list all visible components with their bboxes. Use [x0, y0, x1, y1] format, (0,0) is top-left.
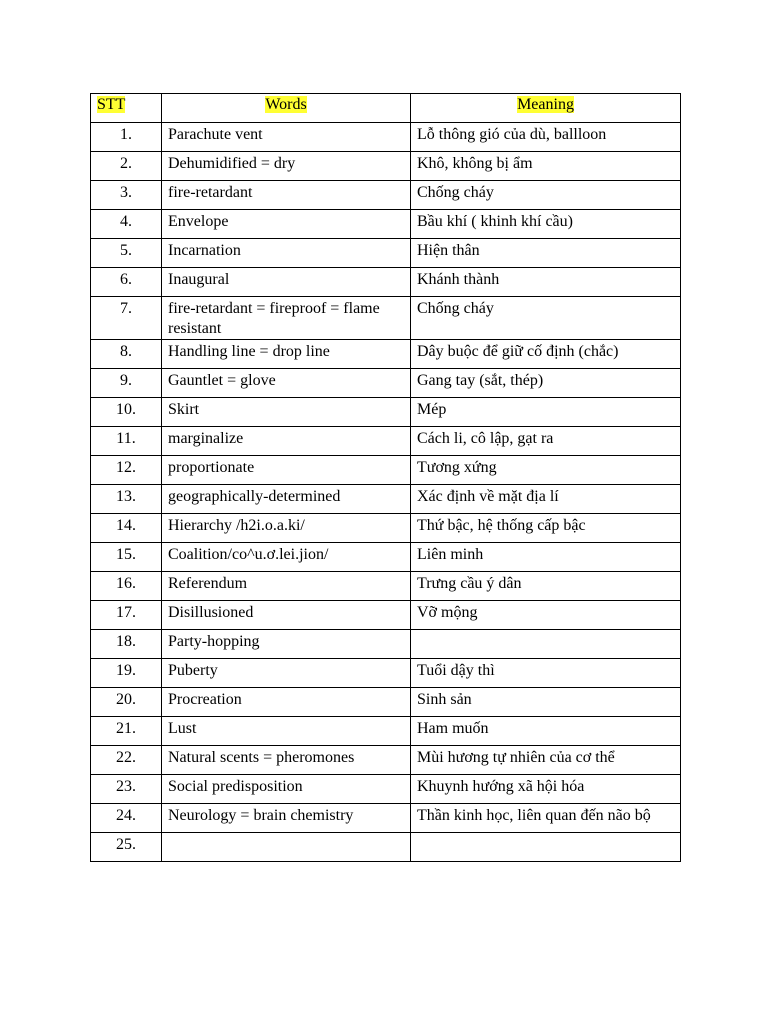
row-word: Referendum — [162, 572, 411, 601]
row-meaning: Lỗ thông gió của dù, ballloon — [411, 123, 681, 152]
row-number: 9. — [91, 369, 162, 398]
row-meaning — [411, 833, 681, 862]
row-meaning: Chống cháy — [411, 181, 681, 210]
row-meaning: Liên minh — [411, 543, 681, 572]
row-word: Inaugural — [162, 268, 411, 297]
table-row — [91, 268, 681, 297]
row-meaning: Hiện thân — [411, 239, 681, 268]
row-meaning: Thứ bậc, hệ thống cấp bậc — [411, 514, 681, 543]
header-words: Words — [265, 96, 307, 113]
row-number: 7. — [91, 297, 162, 340]
table-row — [91, 688, 681, 717]
row-number: 5. — [91, 239, 162, 268]
table-row — [91, 427, 681, 456]
row-meaning: Mép — [411, 398, 681, 427]
row-word: Gauntlet = glove — [162, 369, 411, 398]
row-word: Party-hopping — [162, 630, 411, 659]
row-word: Incarnation — [162, 239, 411, 268]
row-number: 14. — [91, 514, 162, 543]
table-row — [91, 456, 681, 485]
table-row — [91, 659, 681, 688]
header-row — [91, 94, 681, 123]
header-words-cell — [162, 94, 411, 123]
row-meaning: Gang tay (sắt, thép) — [411, 369, 681, 398]
row-number: 25. — [91, 833, 162, 862]
row-word: Lust — [162, 717, 411, 746]
row-meaning: Dây buộc để giữ cố định (chắc) — [411, 340, 681, 369]
row-number: 13. — [91, 485, 162, 514]
row-meaning: Trưng cầu ý dân — [411, 572, 681, 601]
row-word: marginalize — [162, 427, 411, 456]
table-row — [91, 804, 681, 833]
row-meaning: Vỡ mộng — [411, 601, 681, 630]
row-number: 4. — [91, 210, 162, 239]
row-word: Handling line = drop line — [162, 340, 411, 369]
row-meaning: Tương xứng — [411, 456, 681, 485]
row-word: Skirt — [162, 398, 411, 427]
row-meaning — [411, 630, 681, 659]
row-meaning: Chống cháy — [411, 297, 681, 340]
row-number: 11. — [91, 427, 162, 456]
row-meaning: Khuynh hướng xã hội hóa — [411, 775, 681, 804]
row-word: Puberty — [162, 659, 411, 688]
row-number: 16. — [91, 572, 162, 601]
row-number: 12. — [91, 456, 162, 485]
row-word: Social predisposition — [162, 775, 411, 804]
table-row — [91, 630, 681, 659]
row-meaning: Cách li, cô lập, gạt ra — [411, 427, 681, 456]
row-number: 3. — [91, 181, 162, 210]
row-number: 22. — [91, 746, 162, 775]
header-stt-cell — [91, 94, 162, 123]
row-meaning: Thần kinh học, liên quan đến não bộ — [411, 804, 681, 833]
row-word: Natural scents = pheromones — [162, 746, 411, 775]
row-meaning: Ham muốn — [411, 717, 681, 746]
table-row — [91, 239, 681, 268]
row-number: 24. — [91, 804, 162, 833]
row-meaning: Mùi hương tự nhiên của cơ thể — [411, 746, 681, 775]
row-word: Dehumidified = dry — [162, 152, 411, 181]
row-word: Procreation — [162, 688, 411, 717]
row-meaning: Khô, không bị ẩm — [411, 152, 681, 181]
table-row — [91, 181, 681, 210]
table-row — [91, 123, 681, 152]
table-row — [91, 485, 681, 514]
header-stt: STT — [97, 96, 126, 113]
row-word: Hierarchy /h2i.o.a.ki/ — [162, 514, 411, 543]
row-number: 15. — [91, 543, 162, 572]
table-row — [91, 601, 681, 630]
row-word: fire-retardant = fireproof = flame resistant — [162, 297, 411, 340]
table-row — [91, 775, 681, 804]
row-number: 1. — [91, 123, 162, 152]
table-row — [91, 746, 681, 775]
table-row — [91, 152, 681, 181]
table-row — [91, 210, 681, 239]
header-meaning-cell — [411, 94, 681, 123]
row-word: proportionate — [162, 456, 411, 485]
row-word: Disillusioned — [162, 601, 411, 630]
row-number: 17. — [91, 601, 162, 630]
table-row — [91, 717, 681, 746]
header-meaning: Meaning — [517, 96, 574, 113]
row-word: Envelope — [162, 210, 411, 239]
row-word: Neurology = brain chemistry — [162, 804, 411, 833]
row-number: 18. — [91, 630, 162, 659]
row-word: geographically-determined — [162, 485, 411, 514]
row-number: 8. — [91, 340, 162, 369]
row-meaning: Bầu khí ( khinh khí cầu) — [411, 210, 681, 239]
row-number: 23. — [91, 775, 162, 804]
row-meaning: Khánh thành — [411, 268, 681, 297]
row-number: 20. — [91, 688, 162, 717]
row-word: Parachute vent — [162, 123, 411, 152]
row-word: Coalition/co^u.ơ.lei.jion/ — [162, 543, 411, 572]
table-row — [91, 398, 681, 427]
row-meaning: Xác định về mặt địa lí — [411, 485, 681, 514]
row-meaning: Sinh sản — [411, 688, 681, 717]
table-row — [91, 297, 681, 340]
table-row — [91, 514, 681, 543]
table-row — [91, 543, 681, 572]
row-number: 21. — [91, 717, 162, 746]
row-number: 2. — [91, 152, 162, 181]
row-number: 19. — [91, 659, 162, 688]
table-row — [91, 572, 681, 601]
row-word — [162, 833, 411, 862]
table-row — [91, 833, 681, 862]
table-row — [91, 340, 681, 369]
row-word: fire-retardant — [162, 181, 411, 210]
vocabulary-table — [90, 93, 681, 862]
row-meaning: Tuổi dậy thì — [411, 659, 681, 688]
table-row — [91, 369, 681, 398]
row-number: 6. — [91, 268, 162, 297]
row-number: 10. — [91, 398, 162, 427]
